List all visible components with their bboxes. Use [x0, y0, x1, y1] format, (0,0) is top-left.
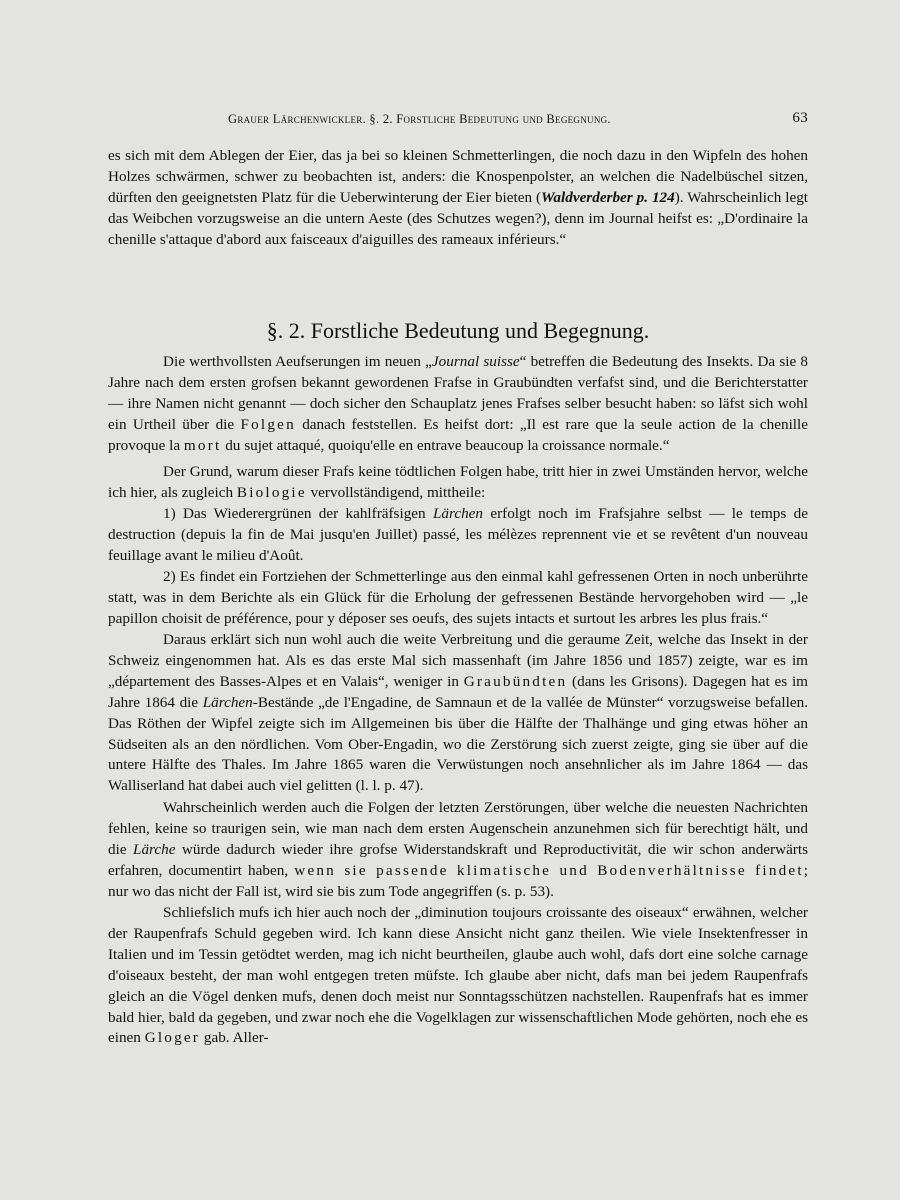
text-run: Die werthvollsten Aeufserungen im neuen „ [163, 353, 432, 370]
spaced-term: Biologie [236, 483, 307, 501]
italic-term: Lärchen [432, 505, 484, 522]
text-run: Daraus erklärt sich nun wohl auch die weite Verbreitung und die geraume Zeit, welche das Insekt in der Schweiz eingenommen hat. Als es das erste Mal sich massenhaft (im Jahre 1856 und 1857) zeigte, war es im „département des Basses-Alpes et en Valais“, weniger in [108, 631, 808, 690]
paragraph-4: 2) Es findet ein Fortziehen der Schmetterlinge aus den einmal kahl gefressenen Orten in noch unberührte statt, was in dem Berichte als ein Glück für die Erholung der gefressenen Bestände hervorgehoben wird — „le papillon choisit de préférence, pour y déposer ses oeufs, des sujets intacts et surtout les arbres les plus frais.“ [108, 568, 808, 627]
spaced-term: Folgen [240, 415, 296, 433]
italic-term: Lärchen [202, 693, 253, 711]
text-run: vervollständigend, mittheile: [306, 483, 486, 501]
text-run: gab. Aller- [200, 1029, 269, 1047]
paragraph-5 [108, 630, 808, 797]
text-run: Der Grund, warum dieser Frafs keine tödtlichen Folgen habe, tritt hier in zwei Umständen hervor, welche ich hier, als zugleich [108, 463, 808, 501]
text-run: du sujet attaqué, quoiqu'elle en entrave beaucoup la croissance normale.“ [221, 436, 670, 454]
paragraph-7 [108, 903, 808, 1049]
text-run: -Bestände „de l'Engadine, de Samnaun et de la vallée de Münster“ vorzugsweise befallen. Das Röthen der Wipfel zeigte sich im Allgemeinen bis über die Hälfte der Thalhänge und ging etwas höher an Südseiten als an den nördlichen. Vom Ober-Engadin, wo die Zerstörung sich zuerst zeigte, ging sie über auf die untere Hälfte des Thales. Im Jahre 1865 waren die Verwüstungen noch ansehnlicher als im Jahre 1864 — das Walliserland hat dabei auch viel gelitten (l. l. p. 47). [108, 693, 808, 795]
text-run: ; nur wo das nicht der Fall ist, wird sie bis zum Tode angegriffen (s. p. 53). [108, 861, 809, 900]
paragraph-2 [108, 462, 808, 504]
italic-term: Lärche [133, 840, 176, 858]
italic-term: Journal suisse [431, 353, 520, 370]
text-run: danach feststellen. Es heifst dort: „Il est rare que la seule action de la chenille provoque la [108, 415, 808, 454]
text-run: 1) Das Wiederergrünen der kahlfräfsigen [163, 505, 433, 522]
spaced-term: Graubündten [463, 672, 568, 690]
text-run: erfolgt noch im Frafsjahre selbst — le temps de destruction (depuis la fin de Mai jusqu'en Juillet) passé, les mélèzes reprennent vie et se revêtent d'un nouveau feuillage avant le milieu d'Août. [108, 505, 808, 564]
spaced-term: mort [183, 436, 222, 454]
text-run: ). Wahrscheinlich legt das Weibchen vorzugsweise an die untern Aeste (des Schutzes wegen?), denn im Journal heifst es: „D'ordinaire la chenille s'attaque d'abord aux faisceaux d'aiguilles des rameaux inférieurs.“ [108, 188, 809, 248]
text-run: es sich mit dem Ablegen der Eier, das ja bei so kleinen Schmetterlingen, die noch dazu in den Wipfeln des hohen Holzes schwärmen, schwer zu beobachten ist, anders: die Knospenpolster, an welchen die Nadelbüschel sitzen, dürften den geeignetsten Platz für die Ueberwinterung der Eier bieten ( [108, 147, 808, 206]
text-run: Wahrscheinlich werden auch die Folgen der letzten Zerstörungen, über welche die neuesten Nachrichten fehlen, keine so traurigen sein, wie man nach dem ersten Augenschein anzunehmen sich für berechtigt hält, und die [108, 799, 808, 858]
spaced-term: Gloger [144, 1029, 201, 1047]
paragraph-1 [108, 352, 808, 457]
running-title: Grauer Lärchenwickler. §. 2. Forstliche Bedeutung und Begegnung. [228, 112, 611, 126]
citation: Waldverderber p. 124 [541, 188, 675, 206]
text-run: Schliefslich mufs ich hier auch noch der „diminution toujours croissante des oiseaux“ erwähnen, welcher der Raupenfrafs Schuld gegeben wird. Ich kann diese Ansicht nicht ganz theilen. Wie viele Insektenfresser in Italien und im Tessin getödtet werden, mag ich nicht beurtheilen, glaube auch wohl, dafs dort eine solche carnage d'oiseaux besteht, der man wohl entgegen treten müfste. Ich glaube aber nicht, dafs man bei jedem Raupenfrafs gleich an die Vögel denken mufs, denen doch meist nur Sonntagsschützen nachstellen. Raupenfrafs hat es immer bald hier, bald da gegeben, und zwar noch ehe die Vogelklagen zur wissenschaftlichen Mode gehörten, noch ehe es einen [108, 904, 808, 1047]
paragraph-6 [108, 798, 808, 903]
text-run: würde dadurch wieder ihre grofse Widerstandskraft und Reproductivität, die wir schon anderwärts erfahren, documentirt haben, [108, 840, 808, 879]
spaced-term: wenn sie passende klimatische und Bodenverhältnisse findet [294, 861, 804, 879]
section-heading: §. 2. Forstliche Bedeutung und Begegnung. [266, 318, 650, 343]
text-run: (dans les Grisons). Dagegen hat es im Jahre 1864 die [108, 672, 808, 711]
intro-paragraph [108, 146, 808, 251]
text-run: “ betreffen die Bedeutung des Insekts. Da sie 8 Jahre nach dem ersten grofsen bekannt gewordenen Frafse in Graubündten verfafst sind, und die Berichterstatter — ihre Namen nicht genannt — doch sicher den Schauplatz jenes Frafses selber besucht haben: so läfst sich wohl ein Urtheil über die [108, 353, 808, 433]
paragraph-3 [108, 504, 808, 567]
page-number: 63 [792, 110, 808, 126]
